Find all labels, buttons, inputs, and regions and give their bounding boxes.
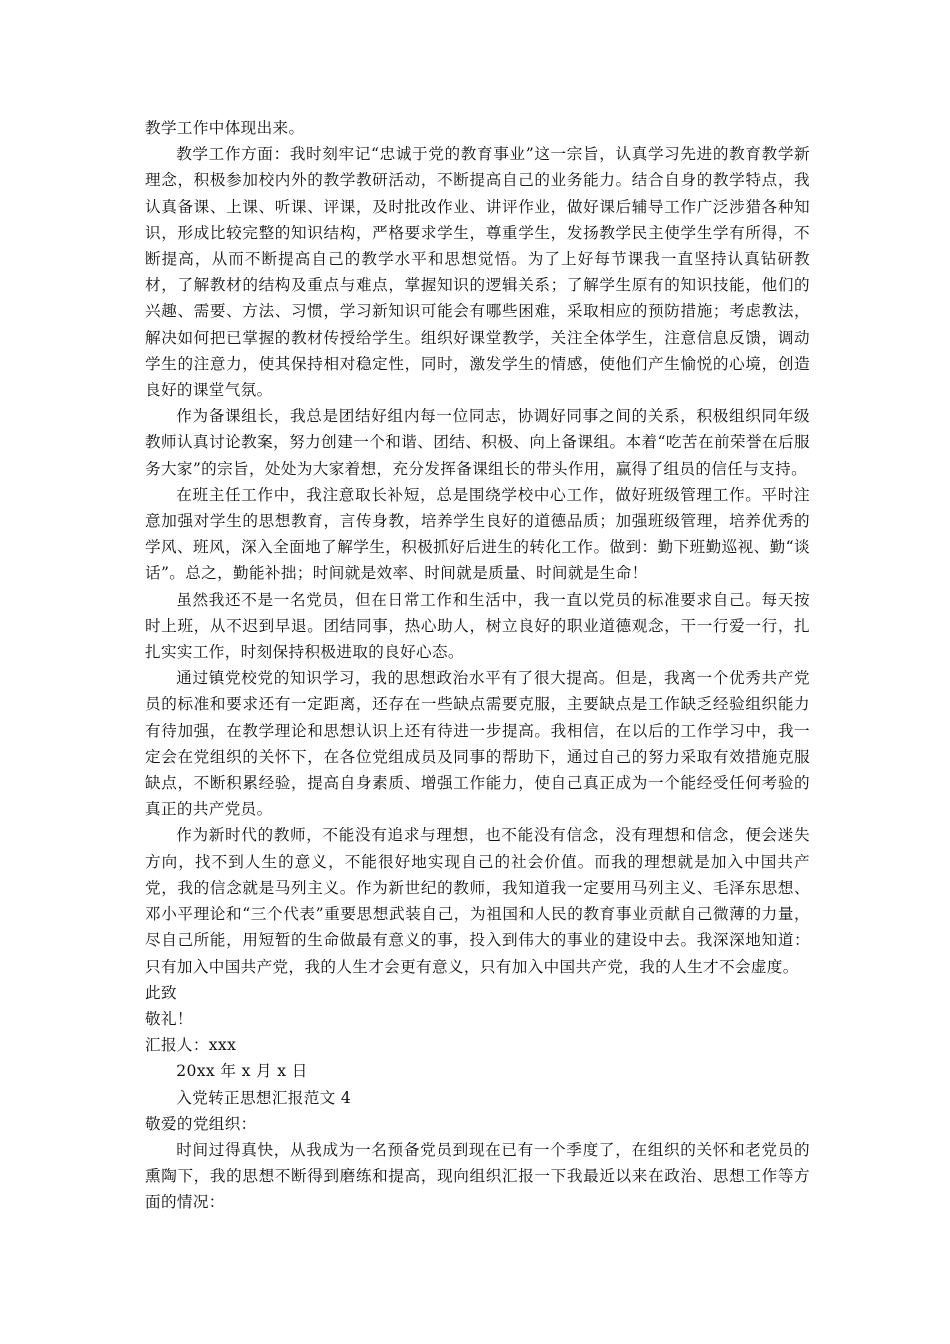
paragraph-lesson-group-leader: 作为备课组长，我总是团结好组内每一位同志，协调好同事之间的关系，积极组织同年级教师认真讨论教案，努力创建一个和谐、团结、积极、向上备课组。本着“吃苦在前荣誉在后服务大家”的宗旨，处处为大家着想，充分发挥备课组长的带头作用，赢得了组员的信任与支持。 bbox=[145, 407, 810, 478]
paragraph-party-standard: 虽然我还不是一名党员，但在日常工作和生活中，我一直以党员的标准要求自己。每天按时上班，从不迟到早退。团结同事，热心助人，树立良好的职业道德观念，干一行爱一行，扎扎实实工作，时刻保持积极进取的良好心态。 bbox=[145, 590, 810, 662]
closing-respect: 敬礼！ bbox=[145, 1009, 193, 1028]
paragraph-class-teacher: 在班主任工作中，我注意取长补短，总是围绕学校中心工作，做好班级管理工作。平时注意加强对学生的思想教育，言传身教，培养学生良好的道德品质；加强班级管理，培养优秀的学风、班风，深入全面地了解学生，积极抓好后进生的转化工作。做到：勤下班勤巡视、勤“谈话”。总之，勤能补拙；时间就是效率、时间就是质量、时间就是生命！ bbox=[145, 485, 810, 583]
paragraph-teaching-work: 教学工作方面：我时刻牢记“忠诚于党的教育事业”这一宗旨，认真学习先进的教育教学新理念，积极参加校内外的教学教研活动，不断提高自己的业务能力。结合自身的教学特点，我认真备课、上课、听课、评课，及时批改作业、讲评作业，做好课后辅导工作广泛涉猎各种知识，形成比较完整的知识结构，严格要求学生，尊重学生，发扬教学民主使学生学有所得，不断提高，从而不断提高自己的教学水平和思想觉悟。为了上好每节课我一直坚持认真钻研教材，了解教材的结构及重点与难点，掌握知识的逻辑关系；了解学生原有的知识技能，他们的兴趣、需要、方法、习惯，学习新知识可能会有哪些困难，采取相应的预防措施；考虑教法，解决如何把已掌握的教材传授给学生。组织好课堂教学，关注全体学生，注意信息反馈，调动学生的注意力，使其保持相对稳定性，同时，激发学生的情感，使他们产生愉悦的心境，创造良好的课堂气氛。 bbox=[145, 145, 810, 400]
paragraph-party-school-study: 通过镇党校党的知识学习，我的思想政治水平有了很大提高。但是，我离一个优秀共产党员的标准和要求还有一定距离，还存在一些缺点需要克服，主要缺点是工作缺乏经验组织能力有待加强，在教学理论和思想认识上还有待进一步提高。我相信，在以后的工作学习中，我一定会在党组织的关怀下，在各位党组成员及同事的帮助下，通过自己的努力采取有效措施克服缺点，不断积累经验，提高自身素质、增强工作能力，使自己真正成为一个能经受任何考验的真正的共产党员。 bbox=[145, 669, 810, 819]
section-heading: 入党转正思想汇报范文 4 bbox=[176, 1088, 352, 1107]
document-body bbox=[145, 115, 810, 1216]
paragraph-opening: 时间过得真快，从我成为一名预备党员到现在已有一个季度了，在组织的关怀和老党员的熏陶下，我的思想不断得到磨练和提高，现向组织汇报一下我最近以来在政治、思想工作等方面的情况： bbox=[145, 1140, 810, 1212]
date-line: 20xx 年 x 月 x 日 bbox=[176, 1062, 308, 1081]
greeting-line: 敬爱的党组织： bbox=[145, 1114, 257, 1133]
paragraph-ideals-beliefs: 作为新时代的教师，不能没有追求与理想，也不能没有信念，没有理想和信念，便会迷失方向，找不到人生的意义，不能很好地实现自己的社会价值。而我的理想就是加入中国共产党，我的信念就是马列主义。作为新世纪的教师，我知道我一定要用马列主义、毛泽东思想、邓小平理论和“三个代表”重要思想武装自己，为祖国和人民的教育事业贡献自己微薄的力量，尽自己所能，用短暂的生命做最有意义的事，投入到伟大的事业的建设中去。我深深地知道：只有加入中国共产党，我的人生才会更有意义，只有加入中国共产党，我的人生才不会虚度。 bbox=[145, 826, 810, 976]
paragraph-continuation: 教学工作中体现出来。 bbox=[145, 119, 305, 137]
closing-salutation: 此致 bbox=[145, 983, 177, 1002]
reporter-line: 汇报人：xxx bbox=[145, 1036, 237, 1055]
